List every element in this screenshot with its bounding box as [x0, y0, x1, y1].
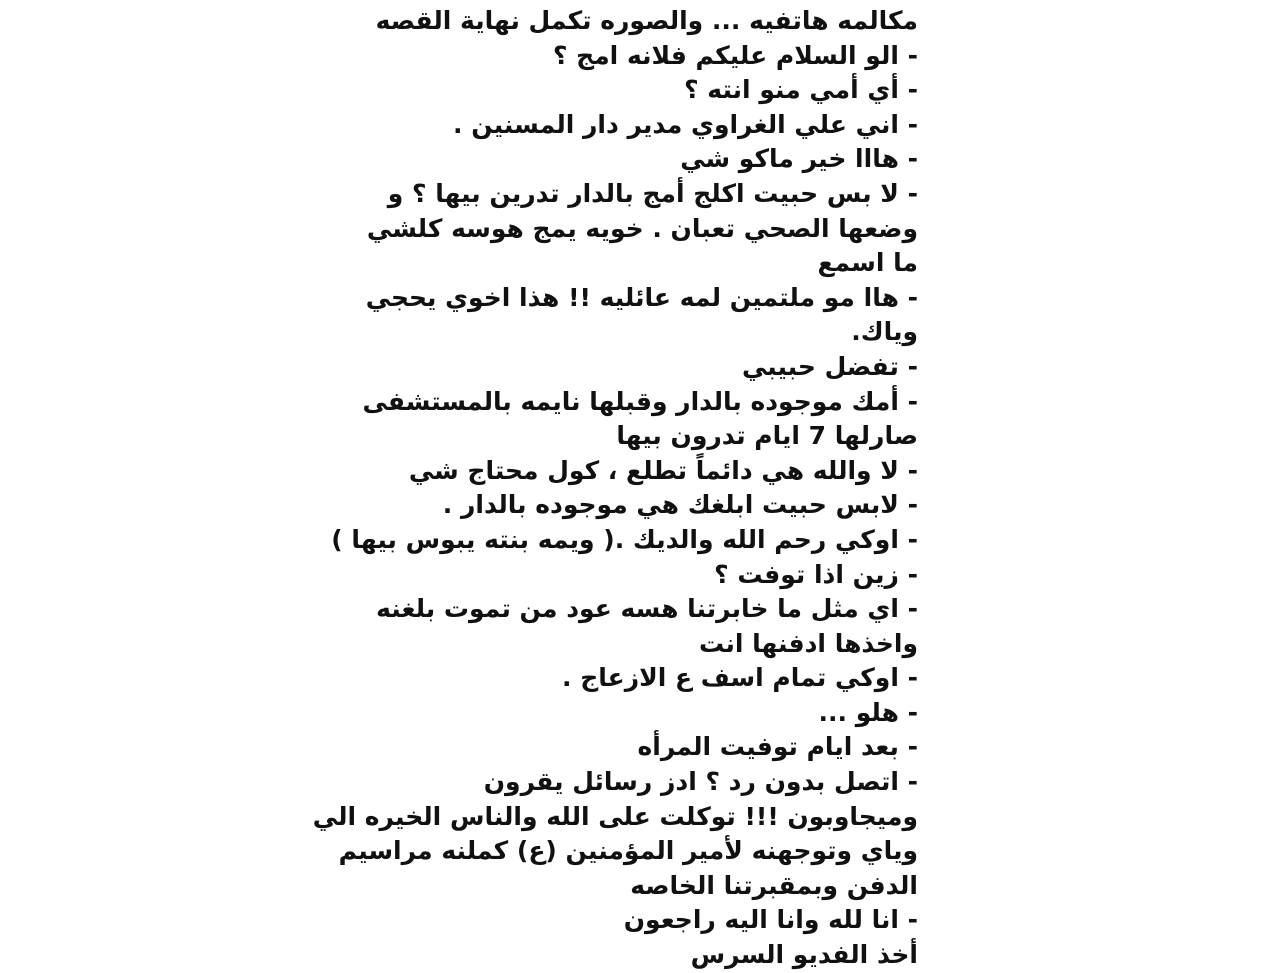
document-line: - لابس حبيت ابلغك هي موجوده بالدار .: [442, 490, 918, 520]
document-line: - اني علي الغراوي مدير دار المسنين .: [453, 109, 918, 139]
document-line: وضعها الصحي تعبان . خويه يمج هوسه كلشي: [366, 213, 918, 243]
document-line: وميجاوبون !!! توكلت على الله والناس الخيره الي: [312, 801, 918, 831]
document-line: مكالمه هاتفيه ... والصوره تكمل نهاية القصه: [375, 6, 918, 35]
document-line: - هااا خير ماكو شي: [680, 144, 918, 174]
document-line: - لا والله هي دائماً تطلع ، كول محتاج شي: [408, 455, 918, 485]
document-line: - هلو ...: [818, 697, 918, 727]
document-line-cut-off: أخذ الفديو السرس: [690, 940, 918, 970]
document-line: - هاا مو ملتمين لمه عائليه !! هذا اخوي يحجي: [365, 282, 918, 312]
document-line: - أمك موجوده بالدار وقبلها نايمه بالمستشفى: [362, 386, 918, 416]
document-line: - زين اذا توفت ؟: [714, 559, 918, 589]
document-line: - الو السلام عليكم فلانه امج ؟: [552, 40, 918, 70]
document-line: - تفضل حبيبي: [741, 351, 918, 381]
document-line: واخذها ادفنها انت: [699, 628, 918, 658]
document-line: صارلها 7 ايام تدرون بيها: [616, 421, 918, 451]
document-line: ما اسمع: [817, 248, 918, 278]
document-line: - اي مثل ما خابرتنا هسه عود من تموت بلغنه: [376, 594, 918, 624]
document-line: وياك.: [851, 317, 918, 347]
document-line: - اوكي تمام اسف ع الازعاج .: [562, 663, 918, 693]
document-line: - انا لله وانا اليه راجعون: [623, 905, 918, 935]
document-text: [312, 4, 918, 970]
document-line: - بعد ايام توفيت المرأه: [637, 732, 918, 762]
document-line: - اتصل بدون رد ؟ ادز رسائل يقرون: [483, 767, 918, 797]
document-line: وياي وتوجهنه لأمير المؤمنين (ع) كملنه مراسيم: [338, 836, 918, 866]
document-line: - لا بس حبيت اكلج أمج بالدار تدرين بيها ؟ و: [387, 178, 918, 208]
document-line: - أي أمي منو انته ؟: [684, 75, 918, 105]
document-line: الدفن وبمقبرتنا الخاصه: [630, 870, 918, 900]
document-line: - اوكي رحم الله والديك .( ويمه بنته يبوس بيها ): [331, 524, 918, 554]
